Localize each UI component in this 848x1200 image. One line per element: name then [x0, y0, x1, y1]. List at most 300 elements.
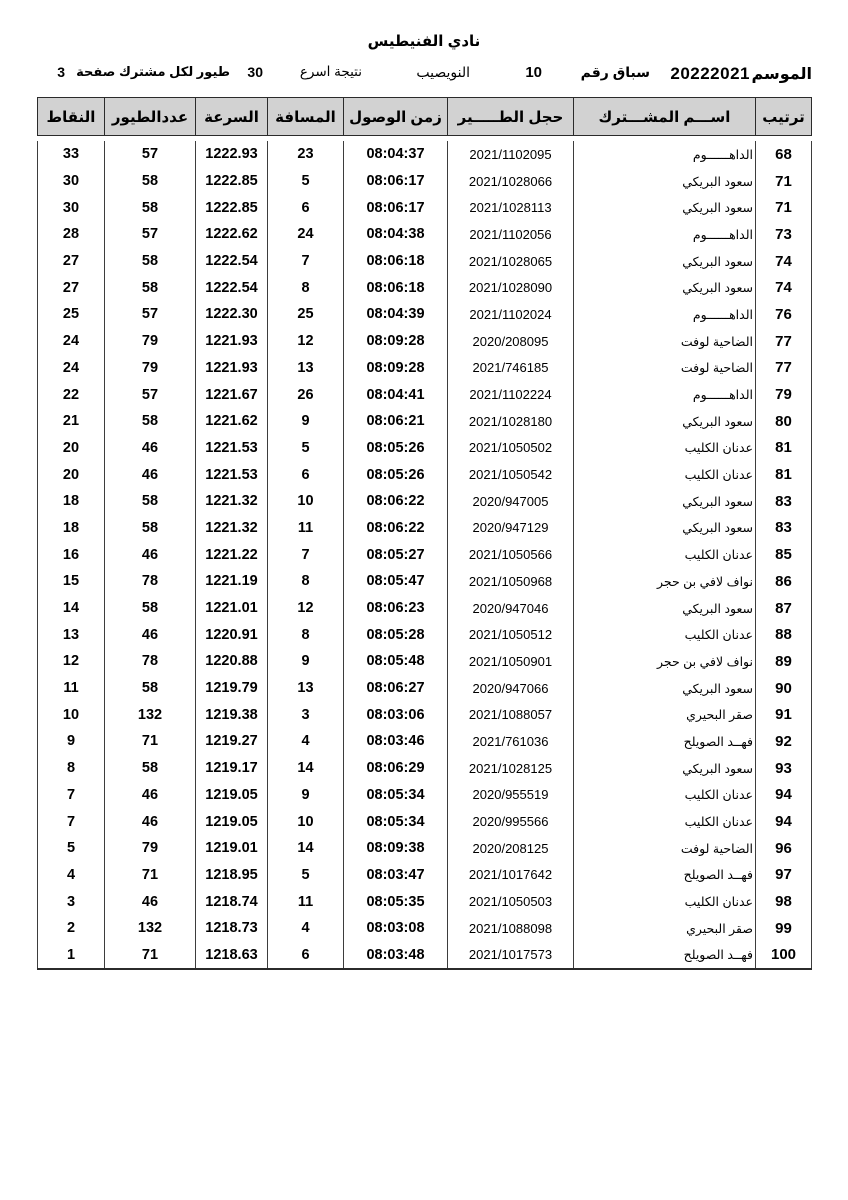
points-cell: 2	[38, 915, 105, 942]
speed-cell: 1218.74	[196, 888, 268, 915]
speed-cell: 1219.38	[196, 701, 268, 728]
fastest-birds-count: 30	[247, 64, 263, 80]
rank-cell: 96	[756, 835, 812, 862]
ring-number-cell: 2020/947066	[448, 675, 574, 702]
points-cell: 11	[38, 675, 105, 702]
ring-number-cell: 2021/1102224	[448, 381, 574, 408]
bird-count-cell: 78	[105, 648, 196, 675]
arrival-time-cell: 08:05:47	[344, 568, 448, 595]
arrival-time-cell: 08:09:28	[344, 328, 448, 355]
bird-count-cell: 58	[105, 274, 196, 301]
participant-name-cell: الداهــــــوم	[574, 301, 756, 328]
participant-name-cell: عدنان الكليب	[574, 808, 756, 835]
speed-cell: 1220.91	[196, 621, 268, 648]
rank-cell: 91	[756, 701, 812, 728]
bird-count-cell: 46	[105, 461, 196, 488]
bird-count-cell: 58	[105, 675, 196, 702]
points-cell: 30	[38, 168, 105, 195]
distance-cell: 6	[268, 194, 344, 221]
arrival-time-cell: 08:05:34	[344, 782, 448, 809]
table-row	[38, 568, 812, 595]
speed-cell: 1222.85	[196, 194, 268, 221]
distance-cell: 3	[268, 701, 344, 728]
speed-cell: 1222.62	[196, 221, 268, 248]
speed-cell: 1222.30	[196, 301, 268, 328]
bird-count-cell: 46	[105, 435, 196, 462]
column-header-distance: المسافة	[268, 98, 344, 136]
rank-cell: 98	[756, 888, 812, 915]
participant-name-cell: عدنان الكليب	[574, 541, 756, 568]
column-header-arrival: زمن الوصول	[344, 98, 448, 136]
distance-cell: 13	[268, 675, 344, 702]
distance-cell: 6	[268, 461, 344, 488]
bird-count-cell: 46	[105, 541, 196, 568]
rank-cell: 80	[756, 408, 812, 435]
rank-cell: 88	[756, 621, 812, 648]
distance-cell: 14	[268, 755, 344, 782]
ring-number-cell: 2020/947046	[448, 595, 574, 622]
ring-number-cell: 2021/761036	[448, 728, 574, 755]
rank-cell: 71	[756, 194, 812, 221]
speed-cell: 1219.79	[196, 675, 268, 702]
points-cell: 15	[38, 568, 105, 595]
ring-number-cell: 2021/1102024	[448, 301, 574, 328]
speed-cell: 1221.93	[196, 355, 268, 382]
table-row	[38, 381, 812, 408]
distance-cell: 5	[268, 168, 344, 195]
speed-cell: 1219.05	[196, 782, 268, 809]
table-row	[38, 808, 812, 835]
distance-cell: 7	[268, 248, 344, 275]
arrival-time-cell: 08:06:23	[344, 595, 448, 622]
distance-cell: 26	[268, 381, 344, 408]
table-row	[38, 621, 812, 648]
points-cell: 24	[38, 355, 105, 382]
speed-cell: 1221.22	[196, 541, 268, 568]
table-row	[38, 355, 812, 382]
distance-cell: 9	[268, 408, 344, 435]
table-header-row	[38, 98, 812, 136]
participant-name-cell: فهــد الصويلح	[574, 862, 756, 889]
participant-name-cell: سعود البريكي	[574, 595, 756, 622]
points-cell: 12	[38, 648, 105, 675]
table-row	[38, 274, 812, 301]
table-row	[38, 541, 812, 568]
participant-name-cell: سعود البريكي	[574, 408, 756, 435]
race-number-label: سباق رقم	[580, 64, 650, 80]
distance-cell: 25	[268, 301, 344, 328]
ring-number-cell: 2020/947129	[448, 515, 574, 542]
column-header-birds: عددالطيور	[105, 98, 196, 136]
arrival-time-cell: 08:05:27	[344, 541, 448, 568]
distance-cell: 9	[268, 782, 344, 809]
speed-cell: 1222.54	[196, 274, 268, 301]
participant-name-cell: الضاحية لوفت	[574, 355, 756, 382]
table-row	[38, 701, 812, 728]
table-row	[38, 488, 812, 515]
arrival-time-cell: 08:06:21	[344, 408, 448, 435]
participant-name-cell: الداهــــــوم	[574, 221, 756, 248]
participant-name-cell: نواف لافي بن حجر	[574, 648, 756, 675]
distance-cell: 11	[268, 888, 344, 915]
rank-cell: 99	[756, 915, 812, 942]
table-row	[38, 595, 812, 622]
points-cell: 33	[38, 141, 105, 168]
ring-number-cell: 2021/1028065	[448, 248, 574, 275]
points-cell: 3	[38, 888, 105, 915]
results-table	[37, 97, 812, 970]
speed-cell: 1222.85	[196, 168, 268, 195]
distance-cell: 14	[268, 835, 344, 862]
rank-cell: 87	[756, 595, 812, 622]
distance-cell: 13	[268, 355, 344, 382]
ring-number-cell: 2021/1050566	[448, 541, 574, 568]
race-number-value: 10	[525, 64, 542, 81]
page-title: نادي الفنيطيس	[367, 33, 481, 50]
participant-name-cell: فهــد الصويلح	[574, 728, 756, 755]
participant-name-cell: سعود البريكي	[574, 755, 756, 782]
speed-cell: 1218.95	[196, 862, 268, 889]
ring-number-cell: 2020/947005	[448, 488, 574, 515]
ring-number-cell: 2021/1050503	[448, 888, 574, 915]
arrival-time-cell: 08:06:18	[344, 274, 448, 301]
distance-cell: 10	[268, 488, 344, 515]
points-cell: 7	[38, 782, 105, 809]
table-row	[38, 915, 812, 942]
arrival-time-cell: 08:04:39	[344, 301, 448, 328]
table-row	[38, 888, 812, 915]
bird-count-cell: 132	[105, 701, 196, 728]
distance-cell: 8	[268, 274, 344, 301]
arrival-time-cell: 08:05:26	[344, 461, 448, 488]
arrival-time-cell: 08:05:28	[344, 621, 448, 648]
speed-cell: 1221.01	[196, 595, 268, 622]
arrival-time-cell: 08:05:48	[344, 648, 448, 675]
bird-count-cell: 79	[105, 355, 196, 382]
arrival-time-cell: 08:03:08	[344, 915, 448, 942]
bird-count-cell: 58	[105, 488, 196, 515]
bird-count-cell: 46	[105, 782, 196, 809]
participant-name-cell: الداهــــــوم	[574, 141, 756, 168]
points-cell: 18	[38, 488, 105, 515]
points-cell: 13	[38, 621, 105, 648]
participant-name-cell: صقر البحيري	[574, 701, 756, 728]
rank-cell: 90	[756, 675, 812, 702]
points-cell: 30	[38, 194, 105, 221]
table-row	[38, 862, 812, 889]
points-cell: 24	[38, 328, 105, 355]
table-row	[38, 835, 812, 862]
points-cell: 5	[38, 835, 105, 862]
speed-cell: 1218.63	[196, 942, 268, 970]
rank-cell: 74	[756, 248, 812, 275]
participant-name-cell: عدنان الكليب	[574, 435, 756, 462]
participant-name-cell: سعود البريكي	[574, 194, 756, 221]
speed-cell: 1219.17	[196, 755, 268, 782]
column-header-points: النقاط	[38, 98, 105, 136]
points-cell: 4	[38, 862, 105, 889]
participant-name-cell: عدنان الكليب	[574, 461, 756, 488]
season-value: 20222021	[670, 64, 750, 83]
table-row	[38, 328, 812, 355]
participant-name-cell: الداهــــــوم	[574, 381, 756, 408]
bird-count-cell: 58	[105, 755, 196, 782]
arrival-time-cell: 08:04:37	[344, 141, 448, 168]
table-row	[38, 728, 812, 755]
points-cell: 16	[38, 541, 105, 568]
bird-count-cell: 132	[105, 915, 196, 942]
participant-name-cell: الضاحية لوفت	[574, 835, 756, 862]
rank-cell: 94	[756, 808, 812, 835]
arrival-time-cell: 08:03:48	[344, 942, 448, 970]
column-header-name: اســـم المشـــترك	[574, 98, 756, 136]
distance-cell: 4	[268, 728, 344, 755]
participant-name-cell: الضاحية لوفت	[574, 328, 756, 355]
ring-number-cell: 2021/1028090	[448, 274, 574, 301]
rank-cell: 73	[756, 221, 812, 248]
points-cell: 8	[38, 755, 105, 782]
ring-number-cell: 2021/1050968	[448, 568, 574, 595]
result-type-label: نتيجة اسرع	[299, 64, 362, 79]
table-row	[38, 515, 812, 542]
rank-cell: 97	[756, 862, 812, 889]
rank-cell: 74	[756, 274, 812, 301]
rank-cell: 79	[756, 381, 812, 408]
participant-name-cell: سعود البريكي	[574, 168, 756, 195]
table-row	[38, 755, 812, 782]
distance-cell: 5	[268, 862, 344, 889]
participant-name-cell: فهــد الصويلح	[574, 942, 756, 970]
points-cell: 25	[38, 301, 105, 328]
points-cell: 10	[38, 701, 105, 728]
ring-number-cell: 2021/1028180	[448, 408, 574, 435]
points-cell: 7	[38, 808, 105, 835]
table-row	[38, 301, 812, 328]
distance-cell: 24	[268, 221, 344, 248]
points-cell: 20	[38, 435, 105, 462]
bird-count-cell: 57	[105, 221, 196, 248]
ring-number-cell: 2021/1102056	[448, 221, 574, 248]
speed-cell: 1222.54	[196, 248, 268, 275]
rank-cell: 85	[756, 541, 812, 568]
ring-number-cell: 2021/1028125	[448, 755, 574, 782]
bird-count-cell: 57	[105, 141, 196, 168]
per-participant-page-label: طيور لكل مشترك صفحة	[76, 64, 230, 79]
speed-cell: 1221.53	[196, 435, 268, 462]
bird-count-cell: 46	[105, 888, 196, 915]
table-row	[38, 141, 812, 168]
speed-cell: 1218.73	[196, 915, 268, 942]
distance-cell: 10	[268, 808, 344, 835]
ring-number-cell: 2021/1050502	[448, 435, 574, 462]
ring-number-cell: 2020/995566	[448, 808, 574, 835]
speed-cell: 1221.93	[196, 328, 268, 355]
table-row	[38, 675, 812, 702]
ring-number-cell: 2021/1017642	[448, 862, 574, 889]
rank-cell: 89	[756, 648, 812, 675]
arrival-time-cell: 08:04:38	[344, 221, 448, 248]
arrival-time-cell: 08:05:26	[344, 435, 448, 462]
bird-count-cell: 71	[105, 728, 196, 755]
points-cell: 20	[38, 461, 105, 488]
distance-cell: 23	[268, 141, 344, 168]
points-cell: 1	[38, 942, 105, 970]
speed-cell: 1221.62	[196, 408, 268, 435]
ring-number-cell: 2021/1050512	[448, 621, 574, 648]
page-number: 3	[57, 64, 65, 80]
arrival-time-cell: 08:09:38	[344, 835, 448, 862]
speed-cell: 1221.19	[196, 568, 268, 595]
distance-cell: 9	[268, 648, 344, 675]
season-label: الموسم	[751, 66, 812, 83]
distance-cell: 12	[268, 328, 344, 355]
speed-cell: 1221.32	[196, 488, 268, 515]
distance-cell: 4	[268, 915, 344, 942]
table-row	[38, 408, 812, 435]
arrival-time-cell: 08:06:17	[344, 194, 448, 221]
ring-number-cell: 2020/208125	[448, 835, 574, 862]
table-row	[38, 248, 812, 275]
ring-number-cell: 2021/746185	[448, 355, 574, 382]
column-header-ring: حجل الطـــــير	[448, 98, 574, 136]
bird-count-cell: 71	[105, 862, 196, 889]
speed-cell: 1222.93	[196, 141, 268, 168]
participant-name-cell: سعود البريكي	[574, 675, 756, 702]
speed-cell: 1221.67	[196, 381, 268, 408]
arrival-time-cell: 08:06:22	[344, 488, 448, 515]
participant-name-cell: صقر البحيري	[574, 915, 756, 942]
rank-cell: 83	[756, 488, 812, 515]
arrival-time-cell: 08:03:46	[344, 728, 448, 755]
rank-cell: 76	[756, 301, 812, 328]
arrival-time-cell: 08:04:41	[344, 381, 448, 408]
arrival-time-cell: 08:06:27	[344, 675, 448, 702]
ring-number-cell: 2020/955519	[448, 782, 574, 809]
points-cell: 27	[38, 274, 105, 301]
bird-count-cell: 71	[105, 942, 196, 970]
rank-cell: 100	[756, 942, 812, 970]
arrival-time-cell: 08:06:17	[344, 168, 448, 195]
rank-cell: 94	[756, 782, 812, 809]
points-cell: 22	[38, 381, 105, 408]
distance-cell: 6	[268, 942, 344, 970]
arrival-time-cell: 08:05:34	[344, 808, 448, 835]
table-row	[38, 648, 812, 675]
rank-cell: 77	[756, 355, 812, 382]
arrival-time-cell: 08:05:35	[344, 888, 448, 915]
rank-cell: 81	[756, 461, 812, 488]
points-cell: 9	[38, 728, 105, 755]
table-body	[38, 141, 812, 969]
rank-cell: 81	[756, 435, 812, 462]
table-row	[38, 782, 812, 809]
distance-cell: 12	[268, 595, 344, 622]
table-row	[38, 194, 812, 221]
rank-cell: 92	[756, 728, 812, 755]
participant-name-cell: سعود البريكي	[574, 488, 756, 515]
bird-count-cell: 58	[105, 595, 196, 622]
ring-number-cell: 2021/1088057	[448, 701, 574, 728]
ring-number-cell: 2021/1050542	[448, 461, 574, 488]
speed-cell: 1221.32	[196, 515, 268, 542]
participant-name-cell: سعود البريكي	[574, 515, 756, 542]
ring-number-cell: 2021/1028113	[448, 194, 574, 221]
arrival-time-cell: 08:06:18	[344, 248, 448, 275]
bird-count-cell: 79	[105, 835, 196, 862]
arrival-time-cell: 08:09:28	[344, 355, 448, 382]
distance-cell: 8	[268, 621, 344, 648]
arrival-time-cell: 08:06:29	[344, 755, 448, 782]
rank-cell: 86	[756, 568, 812, 595]
ring-number-cell: 2021/1028066	[448, 168, 574, 195]
table-row	[38, 435, 812, 462]
bird-count-cell: 58	[105, 248, 196, 275]
rank-cell: 83	[756, 515, 812, 542]
speed-cell: 1219.27	[196, 728, 268, 755]
points-cell: 14	[38, 595, 105, 622]
ring-number-cell: 2020/208095	[448, 328, 574, 355]
participant-name-cell: عدنان الكليب	[574, 888, 756, 915]
speed-cell: 1219.01	[196, 835, 268, 862]
participant-name-cell: عدنان الكليب	[574, 621, 756, 648]
bird-count-cell: 46	[105, 621, 196, 648]
report-header-line	[0, 64, 848, 90]
participant-name-cell: سعود البريكي	[574, 274, 756, 301]
bird-count-cell: 58	[105, 194, 196, 221]
bird-count-cell: 46	[105, 808, 196, 835]
bird-count-cell: 79	[105, 328, 196, 355]
points-cell: 28	[38, 221, 105, 248]
bird-count-cell: 58	[105, 168, 196, 195]
table-row	[38, 168, 812, 195]
bird-count-cell: 57	[105, 301, 196, 328]
ring-number-cell: 2021/1017573	[448, 942, 574, 970]
distance-cell: 7	[268, 541, 344, 568]
speed-cell: 1219.05	[196, 808, 268, 835]
rank-cell: 77	[756, 328, 812, 355]
ring-number-cell: 2021/1050901	[448, 648, 574, 675]
participant-name-cell: عدنان الكليب	[574, 782, 756, 809]
table-row	[38, 221, 812, 248]
bird-count-cell: 78	[105, 568, 196, 595]
distance-cell: 5	[268, 435, 344, 462]
arrival-time-cell: 08:03:06	[344, 701, 448, 728]
distance-cell: 11	[268, 515, 344, 542]
participant-name-cell: نواف لافي بن حجر	[574, 568, 756, 595]
rank-cell: 68	[756, 141, 812, 168]
column-header-speed: السرعة	[196, 98, 268, 136]
arrival-time-cell: 08:03:47	[344, 862, 448, 889]
column-header-rank: ترتيب	[756, 98, 812, 136]
table-row	[38, 461, 812, 488]
rank-cell: 71	[756, 168, 812, 195]
rank-cell: 93	[756, 755, 812, 782]
table-row	[38, 942, 812, 970]
arrival-time-cell: 08:06:22	[344, 515, 448, 542]
ring-number-cell: 2021/1102095	[448, 141, 574, 168]
speed-cell: 1221.53	[196, 461, 268, 488]
participant-name-cell: سعود البريكي	[574, 248, 756, 275]
points-cell: 21	[38, 408, 105, 435]
bird-count-cell: 58	[105, 515, 196, 542]
points-cell: 27	[38, 248, 105, 275]
speed-cell: 1220.88	[196, 648, 268, 675]
ring-number-cell: 2021/1088098	[448, 915, 574, 942]
race-location: النويصيب	[416, 64, 470, 80]
points-cell: 18	[38, 515, 105, 542]
bird-count-cell: 57	[105, 381, 196, 408]
bird-count-cell: 58	[105, 408, 196, 435]
